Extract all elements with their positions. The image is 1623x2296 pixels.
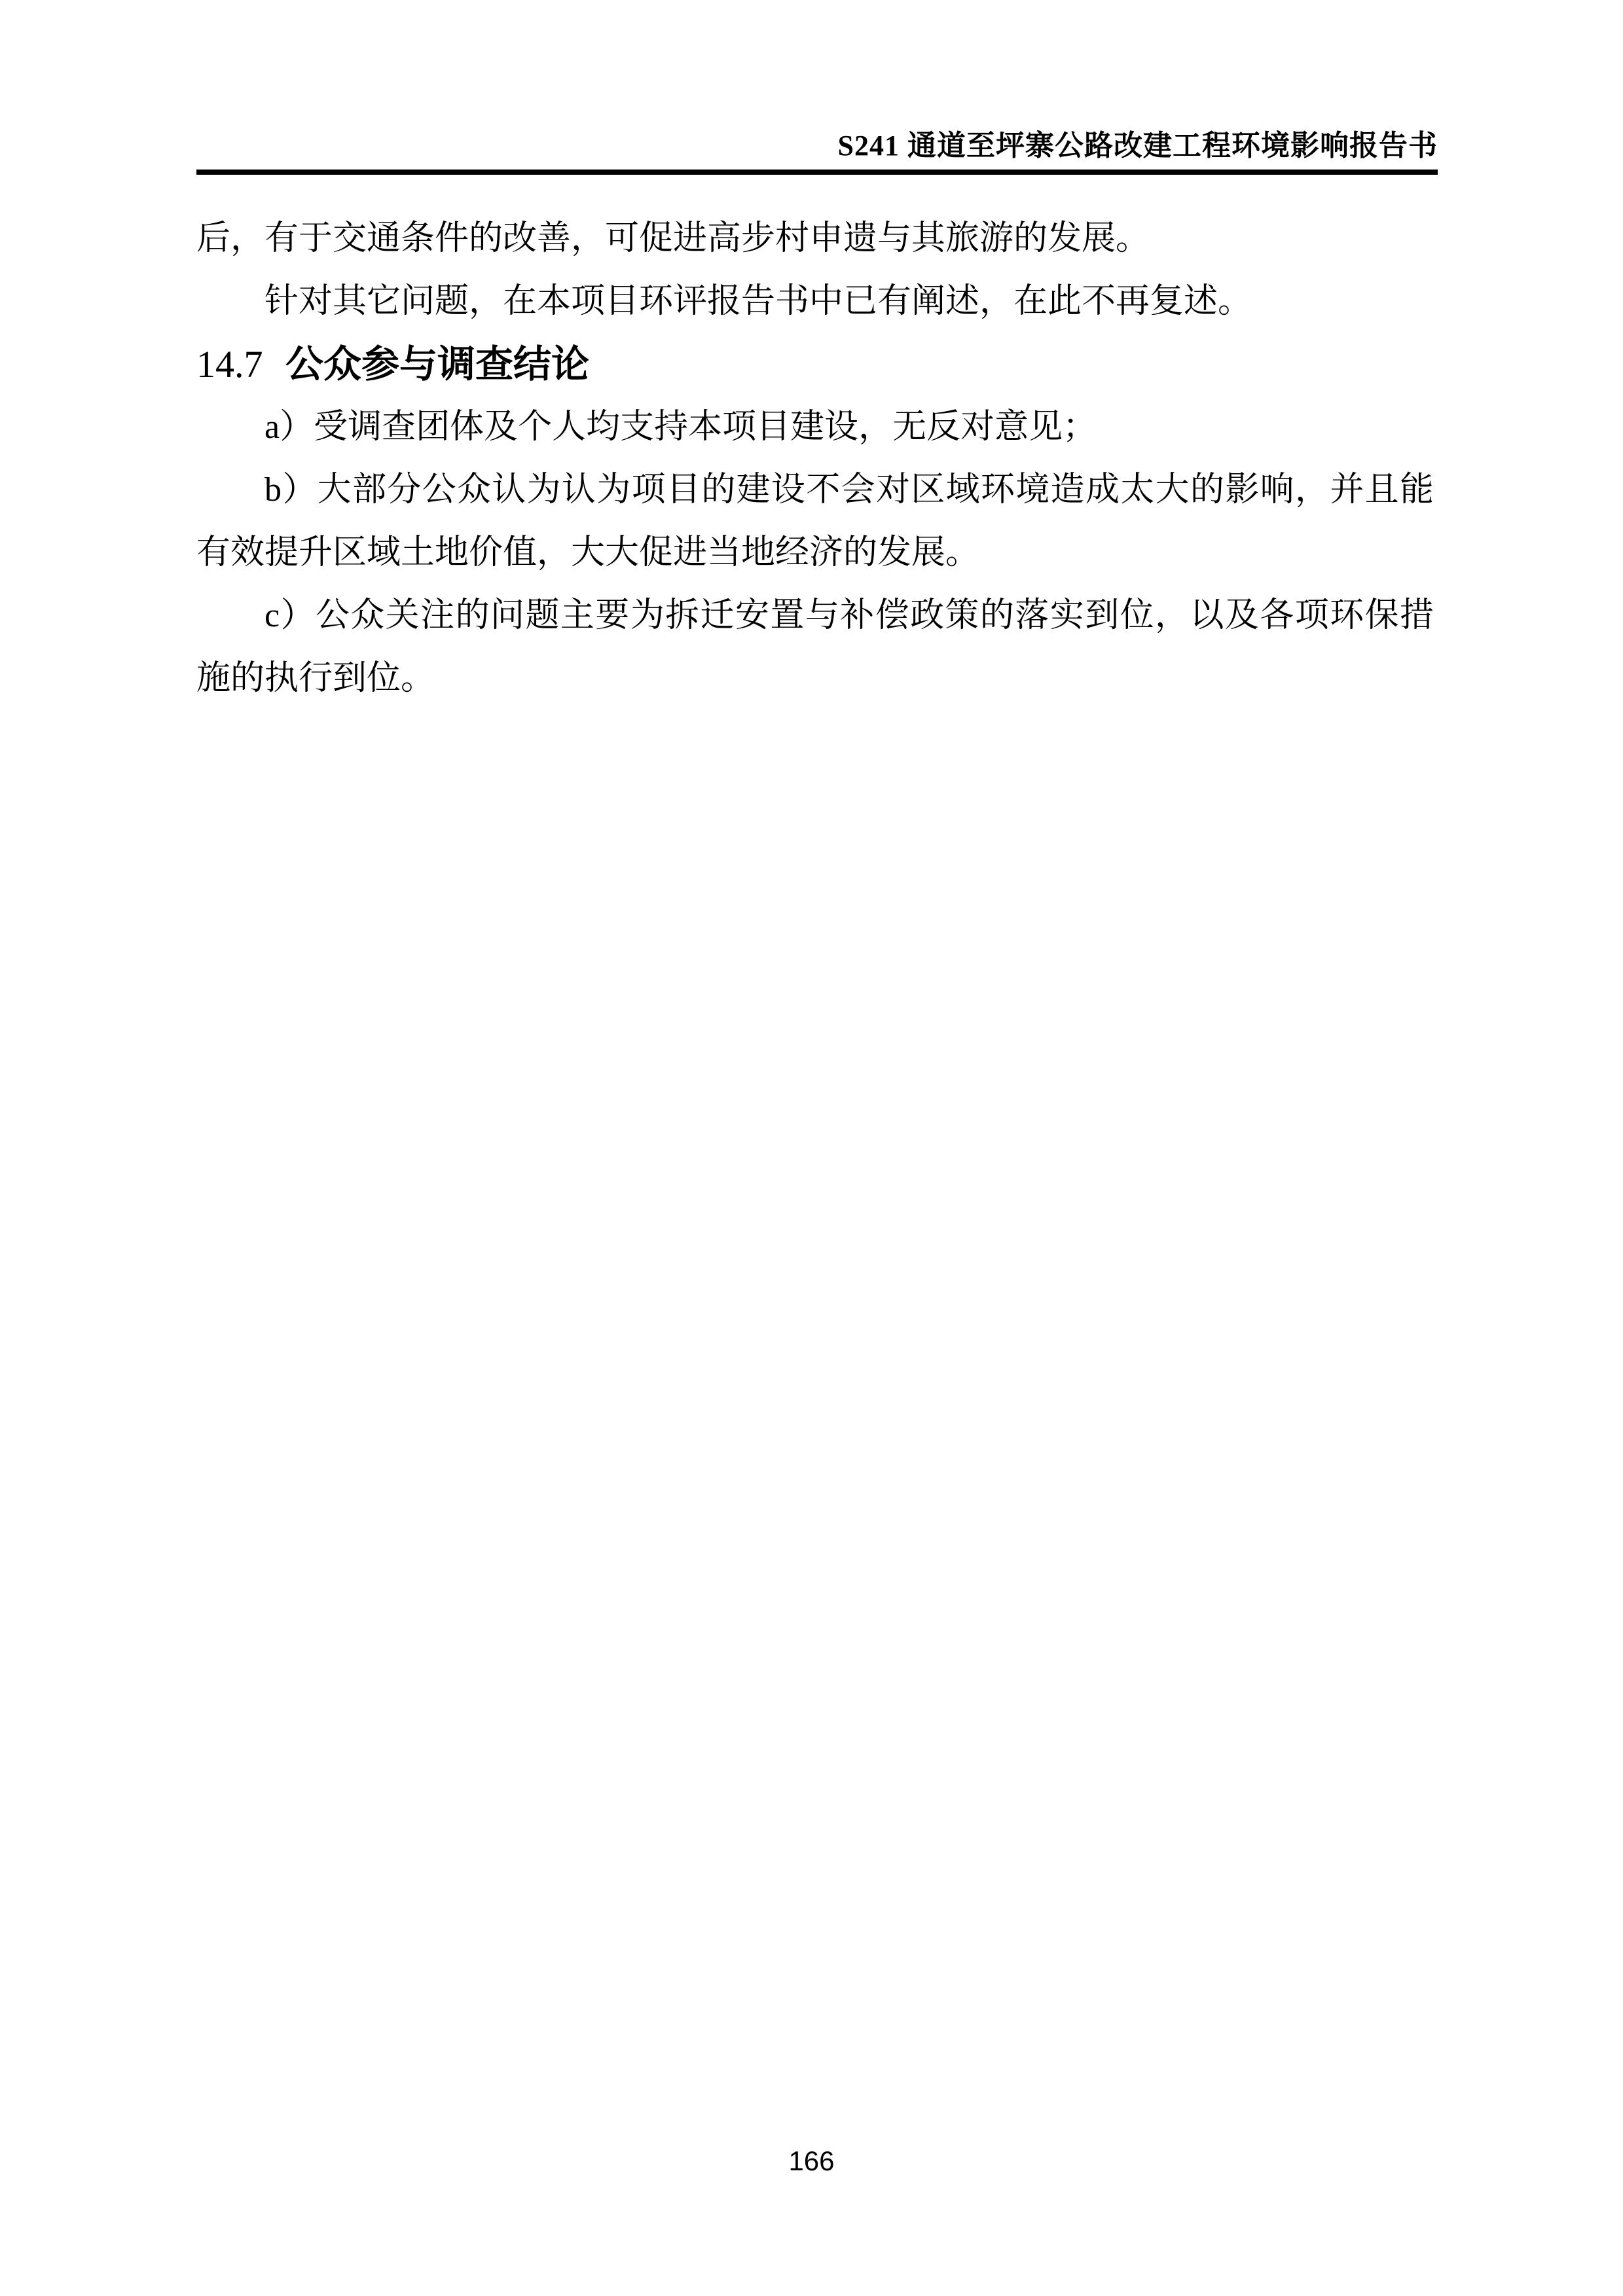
header-title: S241 通道至坪寨公路改建工程环境影响报告书 bbox=[837, 130, 1438, 162]
conclusion-item-b: b）大部分公众认为认为项目的建设不会对区域环境造成太大的影响，并且能有效提升区域土地价值，大大促进当地经济的发展。 bbox=[196, 471, 1434, 571]
paragraph-other-issues: 针对其它问题，在本项目环评报告书中已有阐述，在此不再复述。 bbox=[264, 283, 1252, 320]
section-number: 14.7 bbox=[196, 343, 263, 386]
paragraph-continuation: 后，有于交通条件的改善，可促进高步村申遗与其旅游的发展。 bbox=[196, 220, 1150, 257]
page-number: 166 bbox=[788, 2145, 835, 2176]
conclusion-item-a: a）受调查团体及个人均支持本项目建设，无反对意见； bbox=[264, 408, 1097, 446]
section-heading bbox=[196, 333, 1434, 396]
section-title: 公众参与调查结论 bbox=[285, 343, 590, 386]
page-body bbox=[196, 207, 1434, 710]
page-header bbox=[196, 130, 1438, 175]
page-footer bbox=[0, 2145, 1623, 2177]
conclusion-item-c: c）公众关注的问题主要为拆迁安置与补偿政策的落实到位，以及各项环保措施的执行到位。 bbox=[196, 597, 1434, 697]
